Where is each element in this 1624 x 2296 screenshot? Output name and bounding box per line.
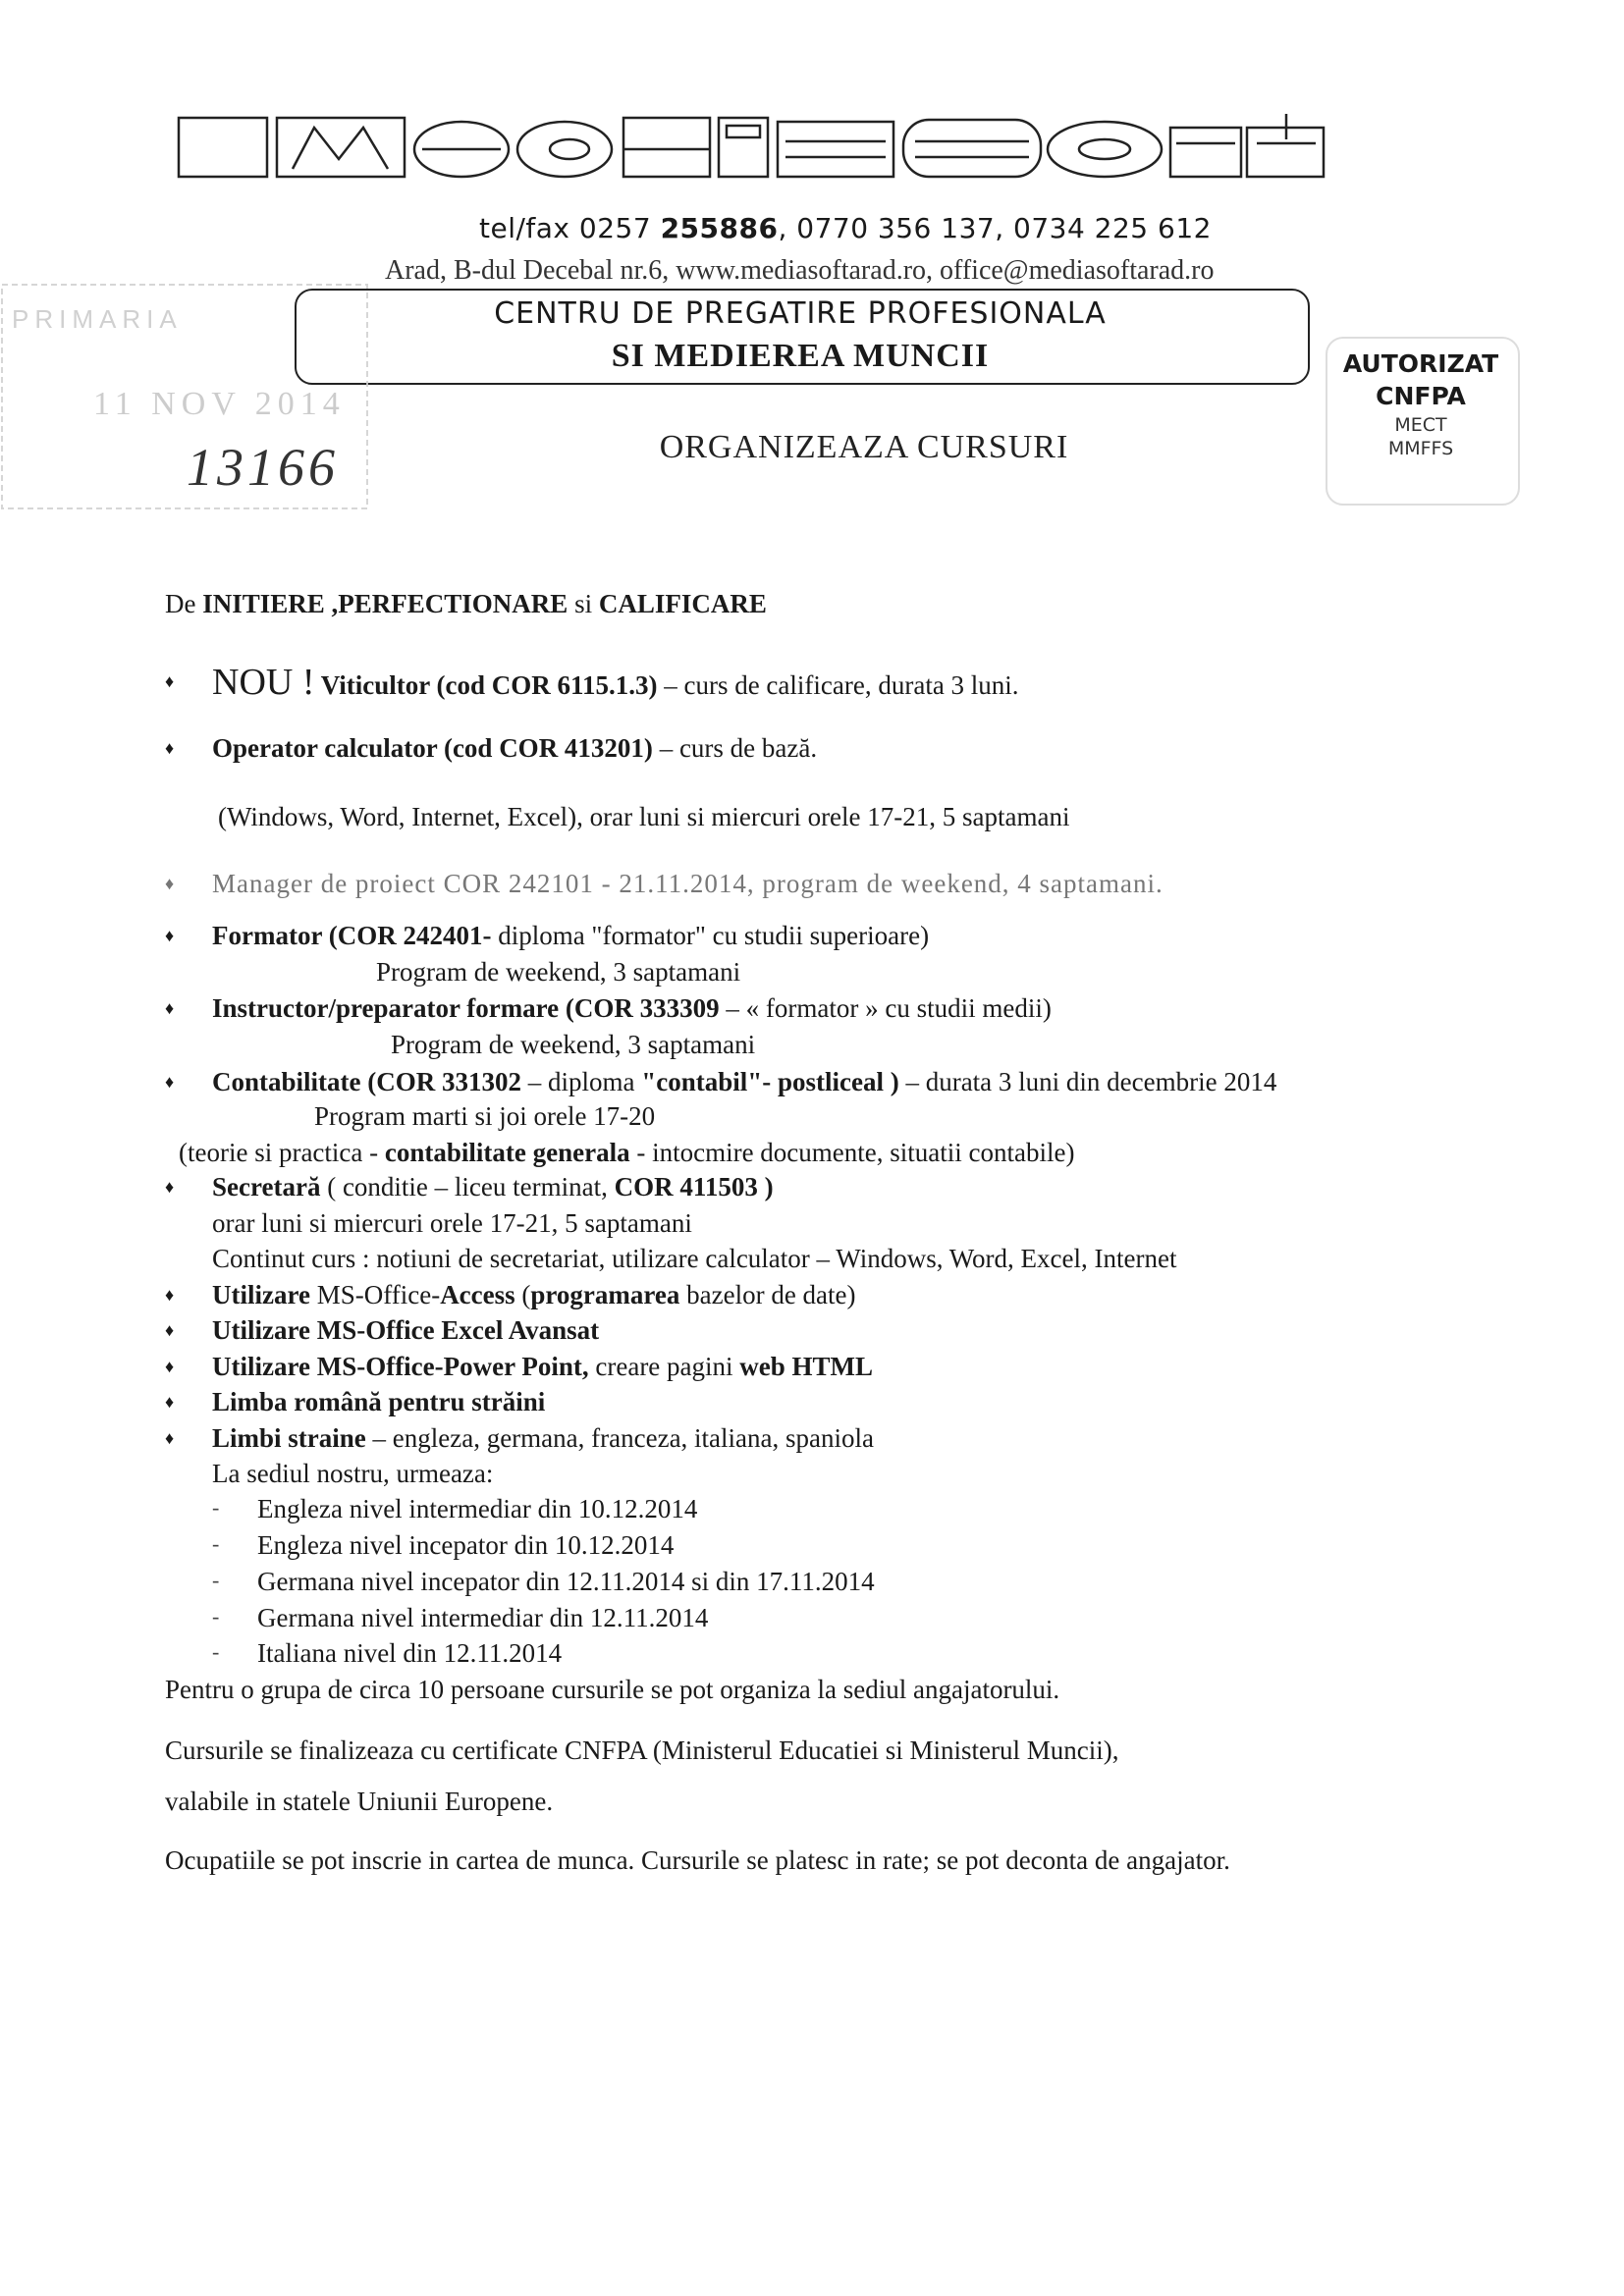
course-detail: Program marti si joi orele 17-20 <box>314 1101 656 1131</box>
course-name: Limbi straine <box>212 1423 366 1453</box>
contact-address <box>385 255 1215 287</box>
footer-paragraph-1: Pentru o grupa de circa 10 persoane cursurile se pot organiza la sediul angajatorului. <box>165 1675 1060 1704</box>
headline: ORGANIZEAZA CURSURI <box>659 429 1069 465</box>
bullet-icon: ♦ <box>165 874 176 893</box>
course-manager-proiect: Manager de proiect COR 242101 - 21.11.2014, program de weekend, 4 saptamani. <box>212 869 1164 898</box>
c8-t3: bazelor de date) <box>679 1280 856 1309</box>
course-rest: ( conditie – liceu terminat, <box>320 1172 615 1201</box>
course-rest: – curs de bază. <box>652 733 818 763</box>
c10-b1: Utilizare MS-Office-Power Point, <box>212 1352 589 1381</box>
intro-mid: si <box>568 589 599 618</box>
course-detail: Program de weekend, 3 saptamani <box>391 1030 756 1059</box>
note-bold: contabilitate generala <box>384 1138 630 1167</box>
course-excel: Utilizare MS-Office Excel Avansat <box>212 1315 600 1345</box>
course-rest: – « formator » cu studii medii) <box>719 993 1052 1023</box>
course-rest: – engleza, germana, franceza, italiana, spaniola <box>365 1423 874 1453</box>
course-detail: (Windows, Word, Internet, Excel), orar luni si miercuri orele 17-21, 5 saptamani <box>218 802 1070 831</box>
bullet-icon: ♦ <box>165 738 175 758</box>
c8-b2: Access <box>440 1280 515 1309</box>
badge-line4: MMFFS <box>1387 438 1454 459</box>
course-operator-calculator <box>212 733 817 763</box>
bullet-icon: ♦ <box>165 1428 175 1448</box>
intro-line <box>165 589 767 618</box>
contact-phone <box>479 212 1212 244</box>
email: , office@mediasoftarad.ro <box>926 255 1215 286</box>
course-mid: – diploma <box>520 1067 642 1096</box>
list-dash: - <box>212 1495 220 1520</box>
schedule-item: Italiana nivel din 12.11.2014 <box>257 1638 563 1668</box>
schedule-item: Engleza nivel incepator din 10.12.2014 <box>257 1530 675 1560</box>
course-formator <box>212 921 929 950</box>
intro-prefix: De <box>165 589 203 618</box>
course-name: Instructor/preparator formare (COR 333309 <box>212 993 720 1023</box>
phone-rest: , 0770 356 137, 0734 225 612 <box>778 212 1212 244</box>
bullet-icon: ♦ <box>165 1320 175 1340</box>
c8-b3: programarea <box>530 1280 680 1309</box>
list-dash: - <box>212 1604 220 1629</box>
note-pre: (teorie si practica - <box>179 1138 385 1167</box>
course-detail: Program de weekend, 3 saptamani <box>376 957 741 987</box>
course-name: Secretară <box>212 1172 321 1201</box>
bullet-icon: ♦ <box>165 1357 175 1376</box>
schedule-item: Engleza nivel intermediar din 10.12.2014 <box>257 1494 698 1523</box>
list-dash: - <box>212 1639 220 1664</box>
bullet-icon: ♦ <box>165 926 175 945</box>
course-rest: diploma "formator" cu studii superioare) <box>491 921 930 950</box>
bullet-icon: ♦ <box>165 1285 175 1305</box>
course-instructor <box>212 993 1052 1023</box>
footer-paragraph-3: valabile in statele Uniunii Europene. <box>165 1787 554 1816</box>
phone-main: 255886 <box>660 212 779 244</box>
intro-bold: INITIERE ,PERFECTIONARE <box>202 589 568 618</box>
list-dash: - <box>212 1531 220 1556</box>
schedule-item: Germana nivel intermediar din 12.11.2014 <box>257 1603 709 1632</box>
c8-t1: MS-Office- <box>309 1280 441 1309</box>
course-limba-romana: Limba română pentru străini <box>212 1387 546 1416</box>
phone-label: tel/fax 0257 <box>479 212 661 244</box>
c8-b1: Utilizare <box>212 1280 310 1309</box>
schedule-item: Germana nivel incepator din 12.11.2014 si din 17.11.2014 <box>257 1567 875 1596</box>
course-detail: orar luni si miercuri orele 17-21, 5 saptamani <box>212 1208 692 1238</box>
course-viticultor <box>212 662 1019 703</box>
course-cor: COR 411503 ) <box>614 1172 774 1201</box>
center-title-line1: CENTRU DE PREGATIRE PROFESIONALA <box>494 296 1107 331</box>
website: www.mediasoftarad.ro <box>676 255 927 286</box>
course-rest: – curs de calificare, durata 3 luni. <box>657 670 1019 700</box>
footer-paragraph-4: Ocupatiile se pot inscrie in cartea de munca. Cursurile se platesc in rate; se pot deconta de angajator. <box>165 1845 1230 1875</box>
course-limbi-straine <box>212 1423 874 1453</box>
course-detail: La sediul nostru, urmeaza: <box>212 1459 494 1488</box>
center-title-line2: SI MEDIEREA MUNCII <box>611 338 990 374</box>
course-name: Operator calculator (cod COR 413201) <box>212 733 653 763</box>
list-dash: - <box>212 1568 220 1592</box>
mediasoft-logo <box>177 110 1335 187</box>
badge-line1: AUTORIZAT <box>1342 349 1499 378</box>
course-access <box>212 1280 856 1309</box>
course-rest: – durata 3 luni din decembrie 2014 <box>898 1067 1277 1096</box>
handwritten-registration-number: 13166 <box>187 438 339 497</box>
c8-t2: ( <box>514 1280 531 1309</box>
intro-bold2: CALIFICARE <box>598 589 767 618</box>
course-secretara <box>212 1172 774 1201</box>
stamp-top-text: PRIMARIA <box>12 304 183 334</box>
c10-b2: web HTML <box>739 1352 874 1381</box>
course-name: Contabilitate (COR 331302 <box>212 1067 521 1096</box>
bullet-icon: ♦ <box>165 1177 175 1197</box>
stamp-date: 11 NOV 2014 <box>93 386 346 422</box>
course-note <box>179 1138 1074 1167</box>
bullet-icon: ♦ <box>165 998 175 1018</box>
footer-paragraph-2: Cursurile se finalizeaza cu certificate CNFPA (Ministerul Educatiei si Ministerul Muncii), <box>165 1735 1119 1765</box>
bullet-icon: ♦ <box>165 1072 175 1092</box>
course-contabilitate <box>212 1067 1276 1096</box>
course-detail: Continut curs : notiuni de secretariat, utilizare calculator – Windows, Word, Excel, Internet <box>212 1244 1177 1273</box>
course-powerpoint <box>212 1352 873 1381</box>
note-post: - intocmire documente, situatii contabile) <box>629 1138 1075 1167</box>
address: Arad, B-dul Decebal nr.6, <box>385 255 670 286</box>
badge-line2: CNFPA <box>1376 382 1466 410</box>
badge-line3: MECT <box>1394 414 1447 436</box>
bullet-icon: ♦ <box>165 671 175 691</box>
course-name: Formator (COR 242401- <box>212 921 492 950</box>
course-name2: "contabil"- postliceal ) <box>641 1067 899 1096</box>
bullet-icon: ♦ <box>165 1392 175 1412</box>
c10-t1: creare pagini <box>588 1352 740 1381</box>
course-name: Viticultor (cod COR 6115.1.3) <box>314 670 658 700</box>
nou-label: NOU ! <box>212 662 315 703</box>
